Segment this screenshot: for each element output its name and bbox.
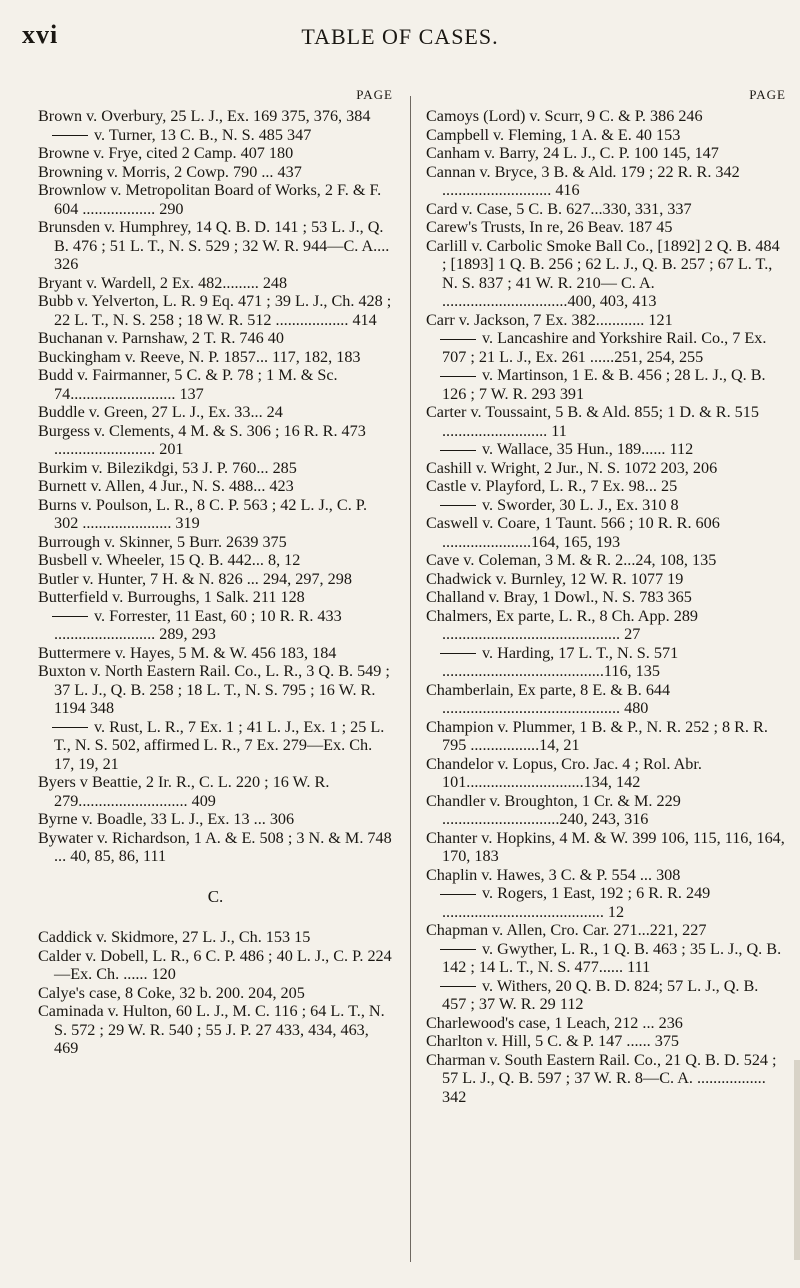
case-entry: Buddle v. Green, 27 L. J., Ex. 33... 24 bbox=[38, 403, 283, 421]
case-entry bbox=[38, 126, 393, 145]
case-entry-text: v. Gwyther, L. R., 1 Q. B. 463 ; 35 L. J., Q. B. 142 ; 14 L. T., N. S. 477...... 111 bbox=[442, 939, 782, 976]
case-entry: Caswell v. Coare, 1 Taunt. 566 ; 10 R. R. 606 ......................164, 165, 193 bbox=[426, 514, 720, 551]
page-label: PAGE bbox=[749, 87, 786, 102]
case-entry: Carr v. Jackson, 7 Ex. 382............ 121 bbox=[426, 310, 673, 329]
ditto-dash bbox=[52, 616, 88, 617]
case-entry: Burns v. Poulson, L. R., 8 C. P. 563 ; 42 L. J., C. P. 302 ...................... 319 bbox=[38, 495, 368, 532]
case-entry-text: v. Turner, 13 C. B., N. S. 485 347 bbox=[94, 125, 312, 144]
case-entry: Brown v. Overbury, 25 L. J., Ex. 169 375, 376, 384 bbox=[38, 107, 371, 125]
case-entry: Bubb v. Yelverton, L. R. 9 Eq. 471 ; 39 L. J., Ch. 428 ; 22 L. T., N. S. 258 ; 18 W. R. 512 .................. 414 bbox=[38, 292, 392, 329]
case-entry: Chandler v. Broughton, 1 Cr. & M. 229 .............................240, 243, 316 bbox=[426, 791, 681, 828]
left-column bbox=[38, 86, 393, 1058]
ditto-dash bbox=[440, 450, 476, 451]
case-entry: Chanter v. Hopkins, 4 M. & W. 399 106, 115, 116, 164, 170, 183 bbox=[426, 828, 785, 865]
case-entry: Burgess v. Clements, 4 M. & S. 306 ; 16 R. R. 473 ......................... 201 bbox=[38, 421, 366, 458]
case-entry: Bryant v. Wardell, 2 Ex. 482......... 248 bbox=[38, 273, 288, 292]
case-entry: Brunsden v. Humphrey, 14 Q. B. D. 141 ; 53 L. J., Q. B. 476 ; 51 L. T., N. S. 529 ; 32 W. R. 944—C. A.... 326 bbox=[38, 218, 390, 273]
case-entry: Charlton v. Hill, 5 C. & P. 147 ...... 375 bbox=[426, 1032, 680, 1050]
page-edge bbox=[794, 1060, 800, 1260]
ditto-dash bbox=[440, 653, 476, 654]
case-entry bbox=[38, 718, 393, 774]
case-entry bbox=[38, 607, 393, 644]
case-entry: Brownlow v. Metropolitan Board of Works, 2 F. & F. 604 .................. 290 bbox=[38, 181, 382, 218]
case-entry: Campbell v. Fleming, 1 A. & E. 40 153 bbox=[426, 125, 681, 144]
case-entry: Caddick v. Skidmore, 27 L. J., Ch. 153 15 bbox=[38, 928, 311, 946]
case-entry-text: v. Lancashire and Yorkshire Rail. Co., 7 Ex. 707 ; 21 L. J., Ex. 261 ......251, 254, 255 bbox=[442, 329, 767, 366]
case-entry bbox=[426, 366, 786, 403]
ditto-dash bbox=[440, 505, 476, 506]
case-entry: Chadwick v. Burnley, 12 W. R. 1077 19 bbox=[426, 569, 684, 588]
case-entry: Busbell v. Wheeler, 15 Q. B. 442... 8, 12 bbox=[38, 551, 301, 569]
case-entry: Burnett v. Allen, 4 Jur., N. S. 488... 423 bbox=[38, 477, 294, 495]
case-entry-text: v. Harding, 17 L. T., N. S. 571 ........................................116, 135 bbox=[442, 643, 679, 680]
case-entry-text: v. Wallace, 35 Hun., 189...... 112 bbox=[482, 440, 694, 458]
case-entry bbox=[426, 496, 786, 515]
running-head: TABLE OF CASES. bbox=[301, 24, 499, 49]
case-entry-text: v. Withers, 20 Q. B. D. 824; 57 L. J., Q. B. 457 ; 37 W. R. 29 112 bbox=[442, 976, 759, 1013]
case-entry: Chandelor v. Lopus, Cro. Jac. 4 ; Rol. Abr. 101.............................134, 142 bbox=[426, 754, 702, 791]
case-entry: Carter v. Toussaint, 5 B. & Ald. 855; 1 D. & R. 515 .......................... 11 bbox=[426, 403, 759, 440]
case-entry: Charlewood's case, 1 Leach, 212 ... 236 bbox=[426, 1013, 683, 1032]
case-entry: Buxton v. North Eastern Rail. Co., L. R., 3 Q. B. 549 ; 37 L. J., Q. B. 258 ; 18 L. T., N. S. 795 ; 16 W. R. 1194 348 bbox=[38, 662, 390, 717]
case-entry: Card v. Case, 5 C. B. 627...330, 331, 337 bbox=[426, 199, 692, 218]
case-entry: Champion v. Plummer, 1 B. & P., N. R. 252 ; 8 R. R. 795 .................14, 21 bbox=[426, 717, 768, 754]
case-entry: Buchanan v. Parnshaw, 2 T. R. 746 40 bbox=[38, 329, 284, 347]
case-entry: Byers v Beattie, 2 Ir. R., C. L. 220 ; 16 W. R. 279........................... 409 bbox=[38, 773, 330, 810]
case-entry bbox=[426, 440, 786, 459]
case-entry: Carew's Trusts, In re, 26 Beav. 187 45 bbox=[426, 218, 673, 236]
case-entry bbox=[426, 977, 786, 1014]
case-entry: Buckingham v. Reeve, N. P. 1857... 117, 182, 183 bbox=[38, 347, 361, 366]
ditto-dash bbox=[440, 949, 476, 950]
case-entry: Chamberlain, Ex parte, 8 E. & B. 644 ............................................ 480 bbox=[426, 680, 671, 717]
ditto-dash bbox=[440, 986, 476, 987]
case-entry: Cashill v. Wright, 2 Jur., N. S. 1072 203, 206 bbox=[426, 458, 718, 477]
case-entry: Budd v. Fairmanner, 5 C. & P. 78 ; 1 M. & Sc. 74.......................... 137 bbox=[38, 366, 338, 403]
case-entry: Bywater v. Richardson, 1 A. & E. 508 ; 3 N. & M. 748 ... 40, 85, 86, 111 bbox=[38, 828, 392, 865]
case-entry-text: v. Sworder, 30 L. J., Ex. 310 8 bbox=[482, 495, 679, 514]
ditto-dash bbox=[440, 339, 476, 340]
section-letter: C. bbox=[207, 886, 224, 906]
case-entry bbox=[426, 329, 786, 366]
case-entry: Caminada v. Hulton, 60 L. J., M. C. 116 ; 64 L. T., N. S. 572 ; 29 W. R. 540 ; 55 J. P. 27 433, 434, 463, 469 bbox=[38, 1002, 385, 1057]
case-entry: Chalmers, Ex parte, L. R., 8 Ch. App. 289 ............................................ 27 bbox=[426, 606, 699, 643]
case-entry: Butterfield v. Burroughs, 1 Salk. 211 128 bbox=[38, 588, 305, 606]
case-entry bbox=[426, 884, 786, 921]
case-entry: Browne v. Frye, cited 2 Camp. 407 180 bbox=[38, 144, 294, 162]
case-entry bbox=[426, 644, 786, 681]
case-entry: Byrne v. Boadle, 33 L. J., Ex. 13 ... 306 bbox=[38, 810, 295, 828]
case-entry: Charman v. South Eastern Rail. Co., 21 Q. B. D. 524 ; 57 L. J., Q. B. 597 ; 37 W. R. 8—C. A. ................. 342 bbox=[426, 1050, 777, 1106]
case-entry: Buttermere v. Hayes, 5 M. & W. 456 183, 184 bbox=[38, 643, 337, 662]
case-entry: Calder v. Dobell, L. R., 6 C. P. 486 ; 40 L. J., C. P. 224—Ex. Ch. ...... 120 bbox=[38, 946, 392, 983]
case-entry: Camoys (Lord) v. Scurr, 9 C. & P. 386 246 bbox=[426, 107, 703, 125]
case-entry: Challand v. Bray, 1 Dowl., N. S. 783 365 bbox=[426, 588, 692, 606]
column-divider bbox=[410, 96, 411, 1262]
case-entry bbox=[426, 940, 786, 977]
case-entry: Calye's case, 8 Coke, 32 b. 200. 204, 205 bbox=[38, 983, 305, 1002]
case-entry: Castle v. Playford, L. R., 7 Ex. 98... 25 bbox=[426, 477, 678, 495]
ditto-dash bbox=[440, 376, 476, 377]
case-entry: Cave v. Coleman, 3 M. & R. 2...24, 108, 135 bbox=[426, 551, 717, 569]
case-entry: Butler v. Hunter, 7 H. & N. 826 ... 294, 297, 298 bbox=[38, 569, 352, 588]
right-column bbox=[426, 86, 786, 1106]
case-entry: Canham v. Barry, 24 L. J., C. P. 100 145, 147 bbox=[426, 144, 719, 162]
page-number: xvi bbox=[22, 20, 59, 49]
ditto-dash bbox=[52, 727, 88, 728]
case-entry: Cannan v. Bryce, 3 B. & Ald. 179 ; 22 R. R. 342 ........................... 416 bbox=[426, 162, 740, 199]
right-entries bbox=[426, 107, 786, 1106]
ditto-dash bbox=[440, 894, 476, 895]
case-entry: Chapman v. Allen, Cro. Car. 271...221, 227 bbox=[426, 921, 707, 939]
case-entry-text: v. Forrester, 11 East, 60 ; 10 R. R. 433 ......................... 289, 293 bbox=[54, 606, 342, 643]
page-label: PAGE bbox=[356, 87, 393, 102]
case-entry: Burkim v. Bilezikdgi, 53 J. P. 760... 285 bbox=[38, 458, 297, 477]
case-entry-text: v. Rogers, 1 East, 192 ; 6 R. R. 249 ........................................ 12 bbox=[442, 884, 711, 921]
case-entry-text: v. Rust, L. R., 7 Ex. 1 ; 41 L. J., Ex. 1 ; 25 L. T., N. S. 502, affirmed L. R., 7 Ex. 279—Ex. Ch. 17, 19, 21 bbox=[54, 717, 385, 773]
ditto-dash bbox=[52, 135, 88, 136]
case-entry: Carlill v. Carbolic Smoke Ball Co., [1892] 2 Q. B. 484 ; [1893] 1 Q. B. 256 ; 62 L. J., Q. B. 257 ; 67 L. T., N. S. 837 ; 41 W. R. 210— C. A. ...............................400, 403, 413 bbox=[426, 236, 780, 310]
case-entry: Burrough v. Skinner, 5 Burr. 2639 375 bbox=[38, 532, 287, 551]
left-entries bbox=[38, 107, 393, 1058]
case-entry-text: v. Martinson, 1 E. & B. 456 ; 28 L. J., Q. B. 126 ; 7 W. R. 293 391 bbox=[442, 366, 766, 403]
case-entry: Chaplin v. Hawes, 3 C. & P. 554 ... 308 bbox=[426, 865, 681, 884]
case-entry: Browning v. Morris, 2 Cowp. 790 ... 437 bbox=[38, 162, 302, 181]
